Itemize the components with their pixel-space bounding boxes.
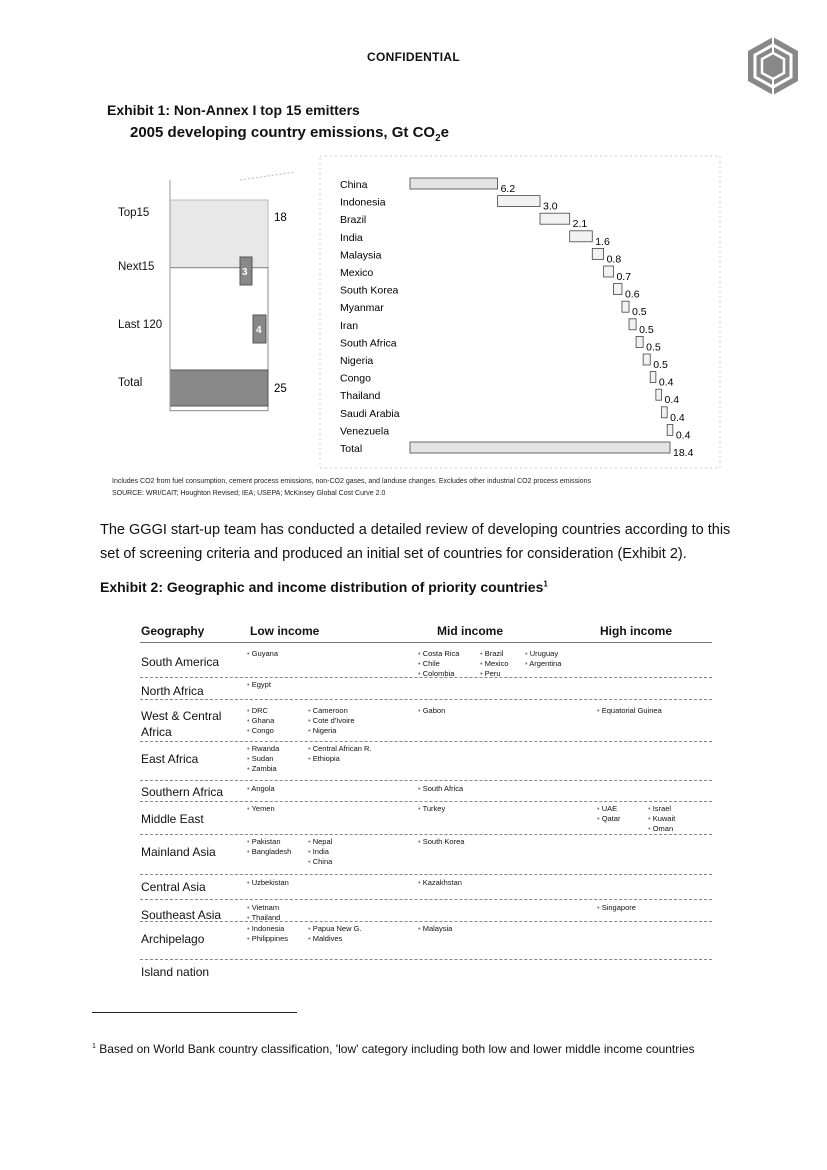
country-entry: • Singapore xyxy=(597,903,636,913)
mid-income-cell xyxy=(418,706,445,716)
country-entry: • Guyana xyxy=(247,649,278,659)
country-entry: • Argentina xyxy=(525,659,561,669)
country-entry: • Chile xyxy=(418,659,459,669)
row-separator xyxy=(140,699,712,700)
bar-top15 xyxy=(170,200,268,268)
country-entry: • Kuwait xyxy=(648,814,675,824)
waterfall-bar xyxy=(622,301,629,312)
waterfall-bar xyxy=(662,407,668,418)
country-entry: • Bangladesh xyxy=(247,847,291,857)
value-label: 2.1 xyxy=(572,218,588,231)
exhibit1-title: Exhibit 1: Non-Annex I top 15 emitters xyxy=(107,102,360,118)
country-entry: • Thailand xyxy=(247,913,280,923)
waterfall-bar xyxy=(410,178,498,189)
value-label: 0.5 xyxy=(632,306,647,319)
country-entry: • Nepal xyxy=(308,837,332,847)
country-entry: • Brazil xyxy=(480,649,508,659)
value-label: 0.4 xyxy=(670,411,685,424)
geography-cell: Southern Africa xyxy=(141,785,224,799)
emissions-chart-svg xyxy=(100,150,725,472)
value-label: 0.5 xyxy=(639,323,654,336)
geography-cell: Island nation xyxy=(141,965,210,979)
waterfall-bar xyxy=(656,389,662,400)
geography-cell: Archipelago xyxy=(141,932,205,946)
low-income-cell xyxy=(308,924,362,944)
value-label: 0.7 xyxy=(616,271,632,283)
country-entry: • South Korea xyxy=(418,837,464,847)
geography-cell: South America xyxy=(141,655,220,669)
country-entry: • Uruguay xyxy=(525,649,561,659)
country-entry: • Egypt xyxy=(247,680,271,690)
low-income-cell xyxy=(247,649,278,659)
country-entry: • Uzbekistan xyxy=(247,878,289,888)
table-row xyxy=(140,703,712,741)
waterfall-bar xyxy=(592,248,603,259)
low-income-cell xyxy=(308,744,372,764)
country-entry: • Qatar xyxy=(597,814,620,824)
country-entry: • Philippines xyxy=(247,934,288,944)
value-label: 18.4 xyxy=(673,447,694,459)
table-row xyxy=(140,834,712,874)
mid-income-cell xyxy=(525,649,561,669)
value-label: 0.4 xyxy=(675,429,691,442)
country-entry: • Oman xyxy=(648,824,675,834)
mid-income-cell xyxy=(480,649,508,679)
country-entry: • Costa Rica xyxy=(418,649,459,659)
country-entry: • Angola xyxy=(247,784,275,794)
geography-cell: West & Central Africa xyxy=(141,709,222,739)
country-label: Indonesia xyxy=(340,196,386,209)
label-top15: 18 xyxy=(274,212,287,224)
country-entry: • Ghana xyxy=(247,716,274,726)
bar-total xyxy=(170,370,268,406)
connector-dash xyxy=(240,172,295,180)
country-label: Thailand xyxy=(340,390,381,403)
confidential-header: CONFIDENTIAL xyxy=(367,50,460,64)
country-label: Brazil xyxy=(340,214,367,227)
country-entry: • Ethiopia xyxy=(308,754,372,764)
table-row xyxy=(140,801,712,834)
waterfall-bar xyxy=(629,319,636,330)
table-row xyxy=(140,921,712,959)
value-label: 0.4 xyxy=(658,376,674,389)
low-income-cell xyxy=(308,706,355,736)
waterfall-bar xyxy=(636,336,643,347)
header-mid-income: Mid income xyxy=(437,624,504,638)
geography-cell: East Africa xyxy=(141,752,199,766)
country-entry: • Cote d'Ivoire xyxy=(308,716,355,726)
waterfall-bar xyxy=(643,354,650,365)
mid-income-cell xyxy=(418,878,462,888)
chart-note-includes: Includes CO2 from fuel consumption, cement process emissions, non-CO2 gases, and landuse changes. Excludes other industrial CO2 process emissions xyxy=(112,478,591,485)
label-last120: 4 xyxy=(256,325,262,336)
value-label: 1.6 xyxy=(595,235,610,248)
country-entry: • Equatorial Guinea xyxy=(597,706,662,716)
country-label: India xyxy=(340,231,363,244)
country-label: Malaysia xyxy=(340,249,382,262)
country-label: Myanmar xyxy=(340,302,384,315)
left-cat-label: Top15 xyxy=(118,207,150,219)
low-income-cell xyxy=(247,804,275,814)
header-low-income: Low income xyxy=(250,624,320,638)
waterfall-bar xyxy=(570,231,593,242)
emissions-chart xyxy=(100,150,725,477)
country-entry: • Mexico xyxy=(480,659,508,669)
table-row xyxy=(140,959,712,983)
geography-cell: North Africa xyxy=(141,684,204,698)
waterfall-bar xyxy=(613,284,621,295)
country-entry: • UAE xyxy=(597,804,620,814)
low-income-cell xyxy=(247,784,275,794)
country-entry: • Central African R. xyxy=(308,744,372,754)
country-label: South Africa xyxy=(340,337,397,350)
country-entry: • Vietnam xyxy=(247,903,280,913)
waterfall-bar xyxy=(667,424,673,435)
table-row xyxy=(140,781,712,801)
low-income-cell xyxy=(308,837,332,867)
country-entry: • Maldives xyxy=(308,934,362,944)
waterfall-bar xyxy=(410,442,670,453)
mid-income-cell xyxy=(418,924,452,934)
body-paragraph: The GGGI start-up team has conducted a detailed review of developing countries according to this set of screening criteria and produced an initial set of countries for consideration (Exhibit 2). xyxy=(100,522,731,562)
geography-cell: Middle East xyxy=(141,812,204,826)
exhibit2-title: Exhibit 2: Geographic and income distribution of priority countries$^1$ xyxy=(100,579,548,595)
country-entry: • DRC xyxy=(247,706,274,716)
value-label: 0.4 xyxy=(664,394,680,407)
mid-income-cell xyxy=(418,804,445,814)
country-label: Congo xyxy=(340,372,371,385)
country-label: Nigeria xyxy=(340,355,374,367)
chart-notes xyxy=(112,476,591,500)
chart-note-source: SOURCE: WRI/CAIT; Houghton Revised; IEA; USEPA; McKinsey Global Cost Curve 2.0 xyxy=(112,490,386,497)
high-income-cell xyxy=(597,804,620,824)
header-high-income: High income xyxy=(600,624,673,638)
country-entry: • Sudan xyxy=(247,754,279,764)
mid-income-cell xyxy=(418,649,459,679)
country-entry: • Colombia xyxy=(418,669,459,679)
waterfall-bar xyxy=(540,213,570,224)
table-row xyxy=(140,875,712,899)
table-row xyxy=(140,741,712,780)
high-income-cell xyxy=(597,903,636,913)
country-entry: • Indonesia xyxy=(247,924,288,934)
footnote: $^1$ Based on World Bank country classification, 'low' category including both low and lower middle income countries xyxy=(92,1042,695,1056)
geography-cell: Central Asia xyxy=(141,880,206,894)
country-entry: • Turkey xyxy=(418,804,445,814)
low-income-cell xyxy=(247,878,289,888)
header-rule xyxy=(140,642,712,643)
value-label: 0.5 xyxy=(646,341,661,354)
country-label: Mexico xyxy=(340,267,374,279)
table-row xyxy=(140,900,712,921)
country-entry: • Cameroon xyxy=(308,706,355,716)
header-geography: Geography xyxy=(141,624,205,638)
country-entry: • Zambia xyxy=(247,764,279,774)
exhibit1-subtitle: 2005 developing country emissions, Gt $CO_2e$ xyxy=(130,124,449,144)
gggi-logo xyxy=(742,35,804,102)
country-label: Total xyxy=(340,443,363,455)
value-label: 0.8 xyxy=(606,253,622,266)
value-label: 0.6 xyxy=(624,288,640,301)
geography-cell: Southeast Asia xyxy=(141,908,222,922)
left-cat-label: Last 120 xyxy=(118,319,163,331)
low-income-cell xyxy=(247,706,274,736)
low-income-cell xyxy=(247,924,288,944)
country-entry: • South Africa xyxy=(418,784,463,794)
mid-income-cell xyxy=(418,837,464,847)
country-label: Saudi Arabia xyxy=(340,407,400,420)
country-label: Venezuela xyxy=(340,425,390,438)
label-next15: 3 xyxy=(242,267,248,278)
country-entry: • Congo xyxy=(247,726,274,736)
low-income-cell xyxy=(247,680,271,690)
left-cat-label: Total xyxy=(118,377,143,389)
country-entry: • Kazakhstan xyxy=(418,878,462,888)
left-cat-label: Next15 xyxy=(118,261,155,273)
country-label: South Korea xyxy=(340,284,399,297)
waterfall-bar xyxy=(604,266,614,277)
low-income-cell xyxy=(247,903,280,923)
waterfall-bar xyxy=(650,372,656,383)
low-income-cell xyxy=(247,744,279,774)
country-entry: • Rwanda xyxy=(247,744,279,754)
value-label: 3.0 xyxy=(543,200,558,213)
country-label: Iran xyxy=(340,319,359,332)
footnote-rule xyxy=(92,1012,297,1013)
value-label: 6.2 xyxy=(500,183,516,195)
country-entry: • Gabon xyxy=(418,706,445,716)
waterfall-bar xyxy=(498,196,540,207)
mid-income-cell xyxy=(418,784,463,794)
country-label: China xyxy=(340,179,368,191)
low-income-cell xyxy=(247,837,291,857)
country-entry: • Yemen xyxy=(247,804,275,814)
country-entry: • Malaysia xyxy=(418,924,452,934)
country-entry: • Peru xyxy=(480,669,508,679)
high-income-cell xyxy=(648,804,675,834)
geography-cell: Mainland Asia xyxy=(141,845,216,859)
table-row xyxy=(140,677,712,699)
country-entry: • India xyxy=(308,847,332,857)
high-income-cell xyxy=(597,706,662,716)
country-entry: • China xyxy=(308,857,332,867)
value-label: 0.5 xyxy=(653,359,668,371)
country-entry: • Israel xyxy=(648,804,675,814)
table-row xyxy=(140,646,712,677)
country-entry: • Pakistan xyxy=(247,837,291,847)
country-entry: • Papua New G. xyxy=(308,924,362,934)
country-entry: • Nigeria xyxy=(308,726,355,736)
label-total: 25 xyxy=(274,383,287,395)
